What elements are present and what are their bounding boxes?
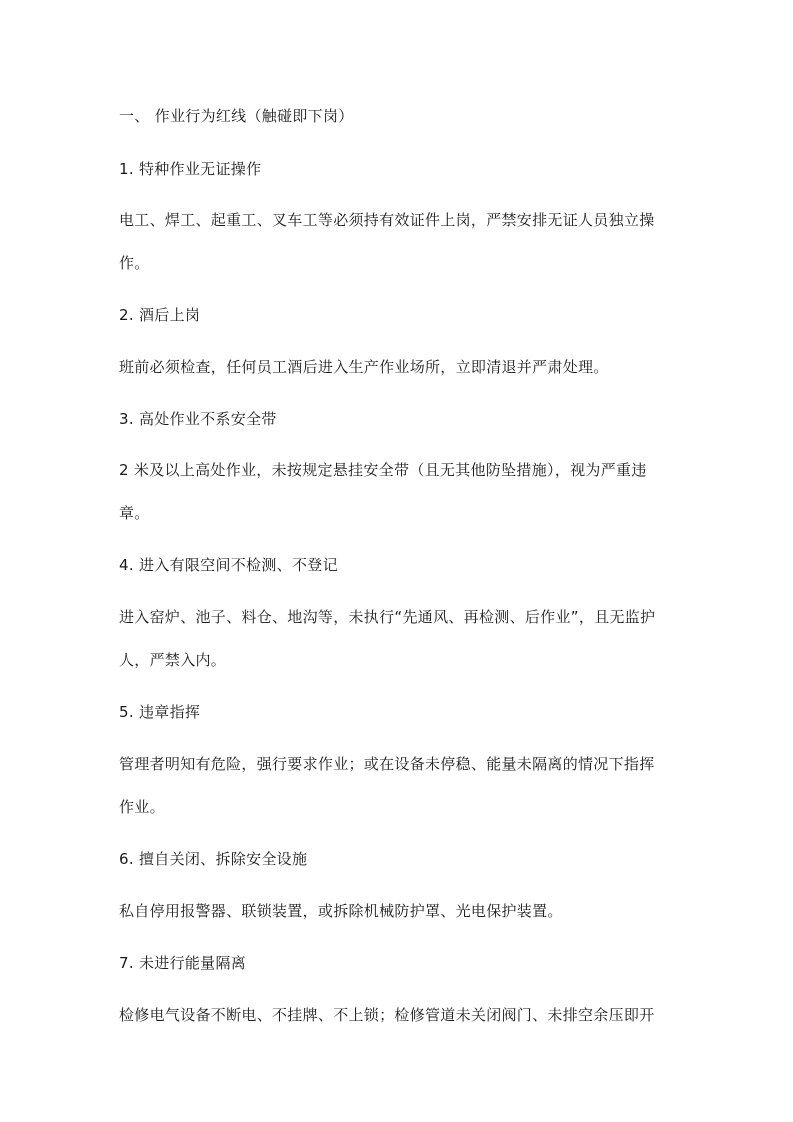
- item-body-5-line-1: 管理者明知有危险，强行要求作业；或在设备未停稳、能量未隔离的情况下指挥: [119, 755, 655, 773]
- item-body-5-line-2: 作业。: [119, 798, 165, 816]
- item-body-1-line-2: 作。: [119, 254, 150, 272]
- item-body-4-line-2: 人，严禁入内。: [119, 651, 227, 669]
- item-title-5: 5. 违章指挥: [119, 703, 201, 721]
- item-title-6: 6. 擅自关闭、拆除安全设施: [119, 850, 308, 868]
- item-title-4: 4. 进入有限空间不检测、不登记: [119, 556, 338, 574]
- item-body-6-line-1: 私自停用报警器、联锁装置，或拆除机械防护罩、光电保护装置。: [119, 902, 563, 920]
- item-title-1: 1. 特种作业无证操作: [119, 160, 262, 178]
- section-heading: 一、 作业行为红线（触碰即下岗）: [119, 107, 354, 125]
- item-body-1-line-1: 电工、焊工、起重工、叉车工等必须持有效证件上岗，严禁安排无证人员独立操: [119, 211, 655, 229]
- item-body-3-line-2: 章。: [119, 504, 150, 522]
- item-title-7: 7. 未进行能量隔离: [119, 954, 247, 972]
- item-title-3: 3. 高处作业不系安全带: [119, 410, 277, 428]
- item-body-2-line-1: 班前必须检查，任何员工酒后进入生产作业场所，立即清退并严肃处理。: [119, 358, 609, 376]
- item-body-4-line-1: 进入窑炉、池子、料仓、地沟等，未执行“先通风、再检测、后作业”，且无监护: [119, 608, 656, 626]
- item-title-2: 2. 酒后上岗: [119, 306, 201, 324]
- item-body-3-line-1: 2 米及以上高处作业，未按规定悬挂安全带（且无其他防坠措施），视为严重违: [119, 461, 647, 479]
- item-body-7-line-1: 检修电气设备不断电、不挂牌、不上锁；检修管道未关闭阀门、未排空余压即开: [119, 1006, 655, 1024]
